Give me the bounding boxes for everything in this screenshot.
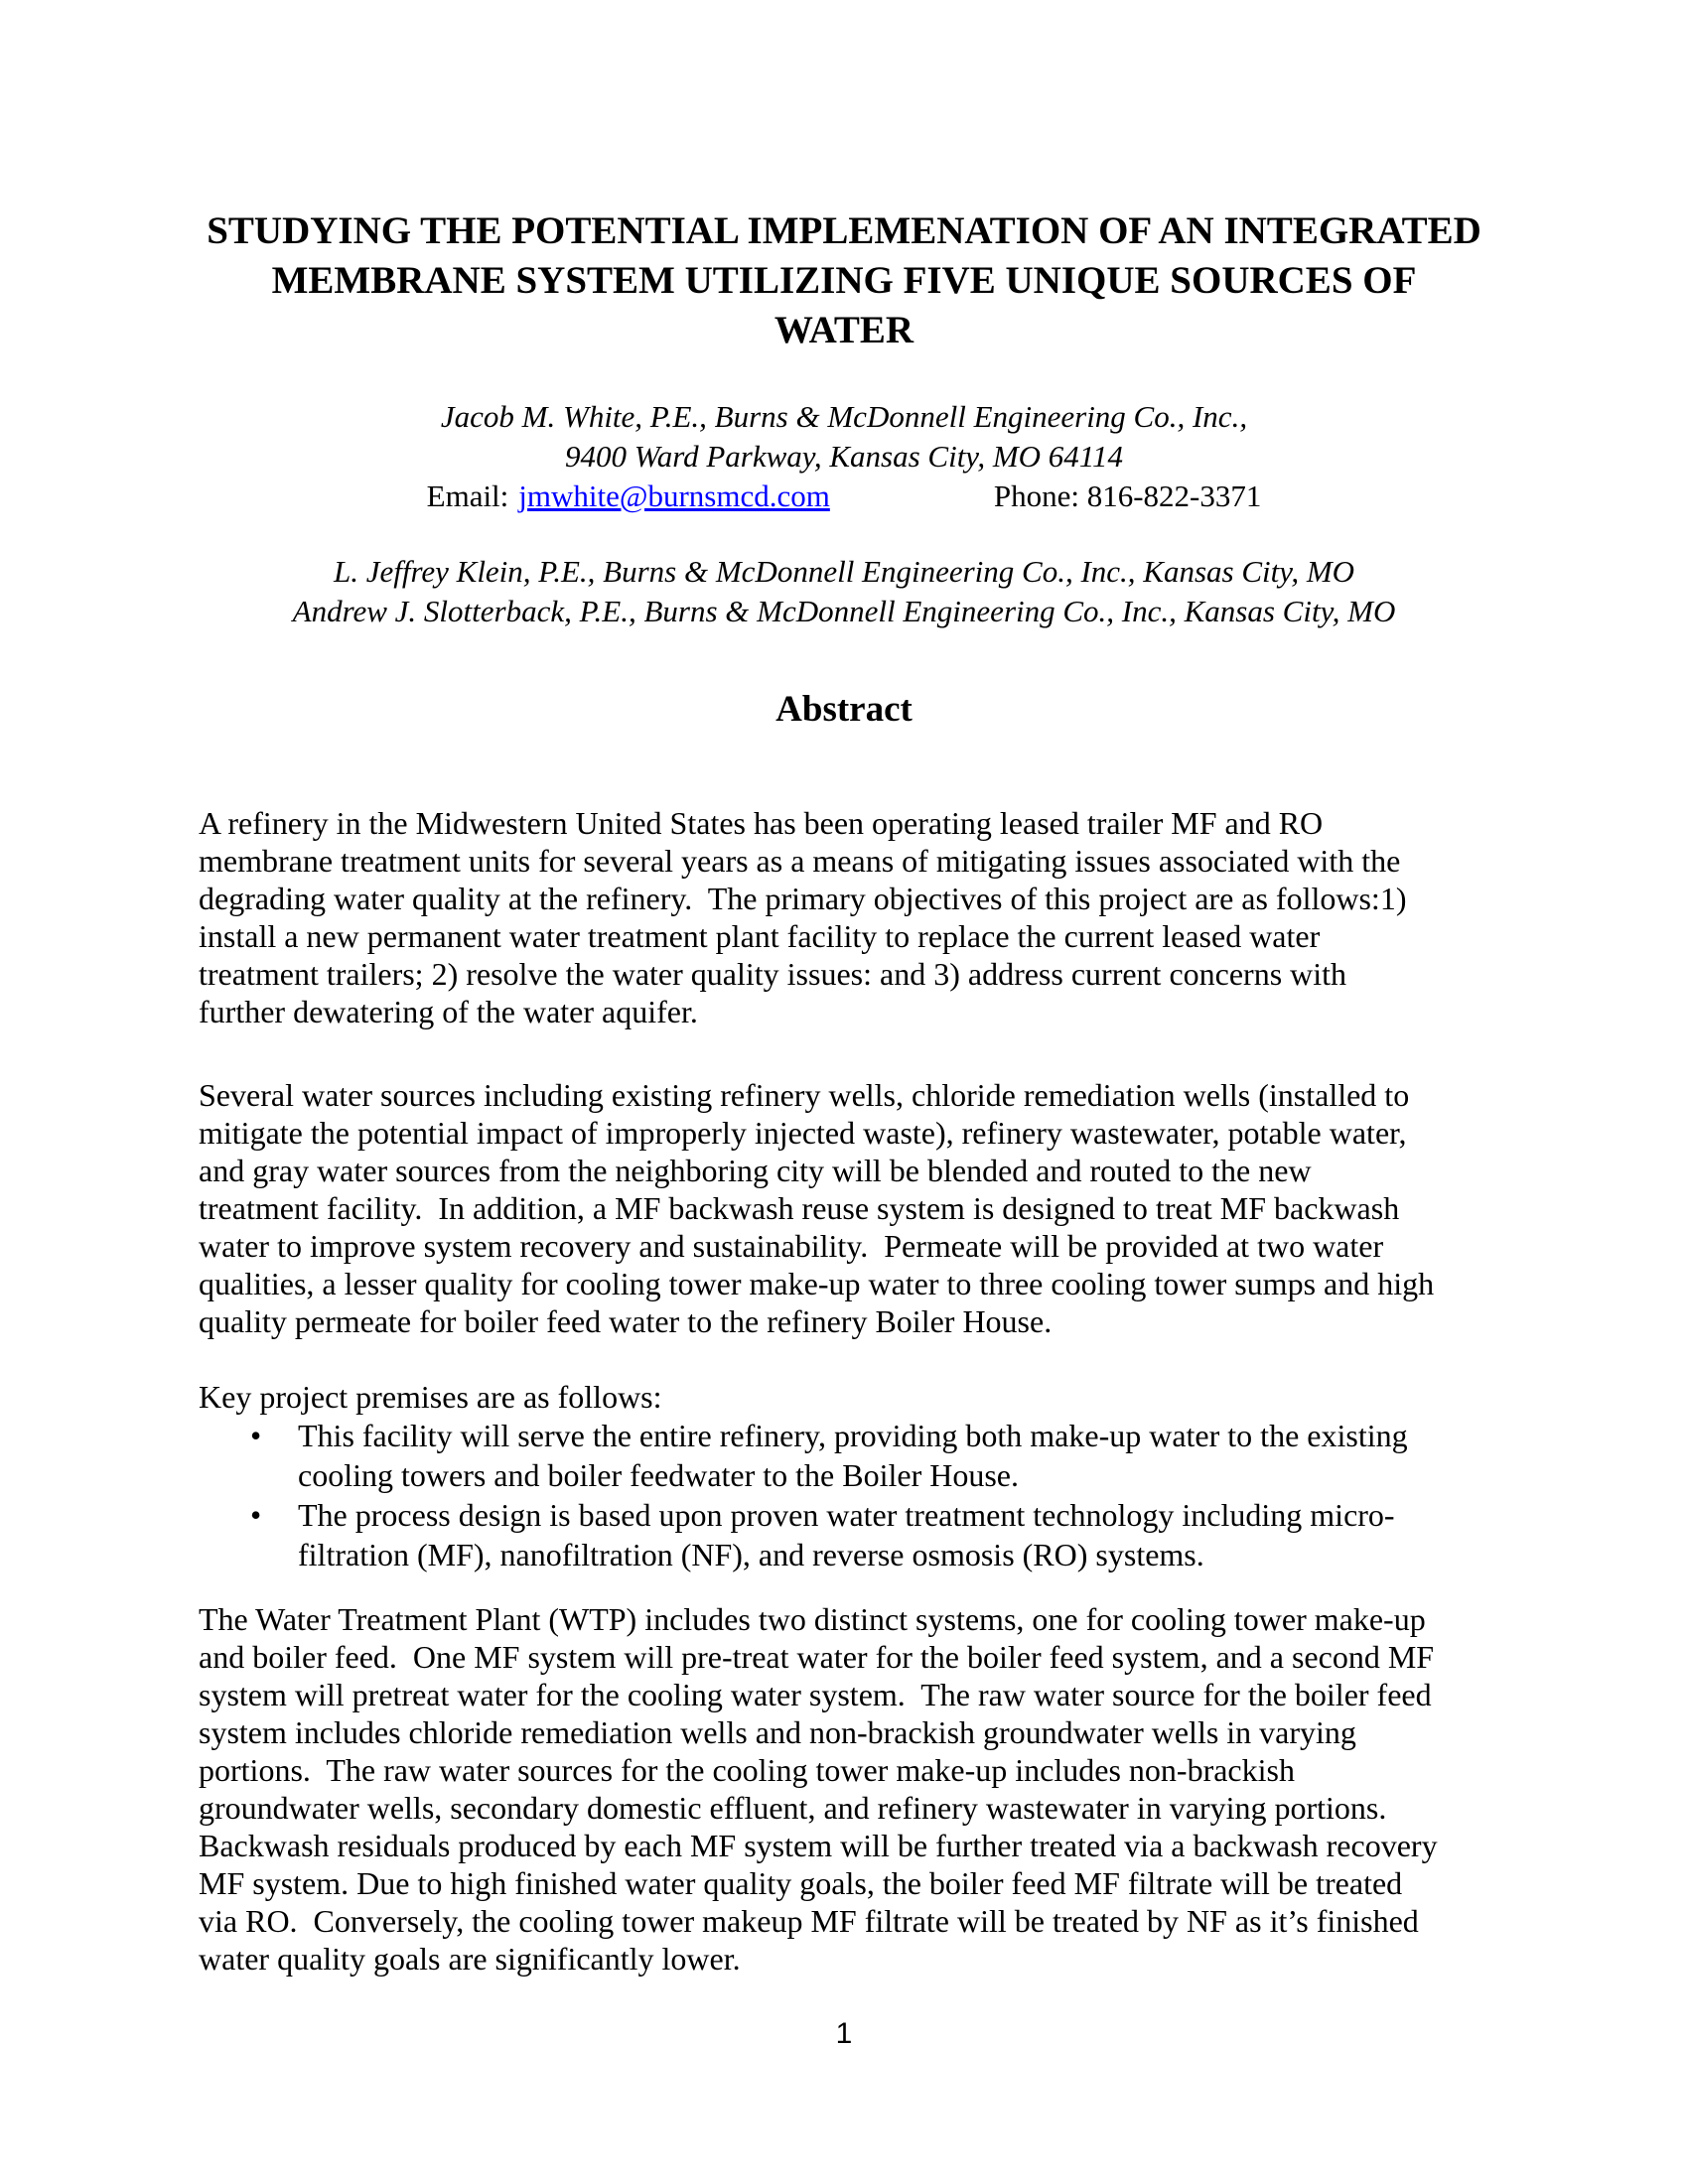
page-number: 1: [835, 2017, 853, 2050]
paper-title: STUDYING THE POTENTIAL IMPLEMENATION OF AN INTEGRATED MEMBRANE SYSTEM UTILIZING FIVE UNIQUE SOURCES OF WATER: [207, 209, 1481, 351]
email-label: Email:: [426, 478, 509, 513]
abstract-paragraph-1: A refinery in the Midwestern United States has been operating leased trailer MF and RO membrane treatment units for several years as a means of mitigating issues associated with the degrading water quality at the refinery. The primary objectives of this project are as follows:1) install a new permanent water treatment plant facility to replace the current leased water treatment trailers; 2) resolve the water quality issues: and 3) address current concerns with further dewatering of the water aquifer.: [199, 805, 1407, 1029]
coauthor-slotterback: Andrew J. Slotterback, P.E., Burns & McDonnell Engineering Co., Inc., Kansas City, MO: [292, 594, 1396, 628]
contact-line: [189, 477, 1499, 516]
coauthor-block: [189, 552, 1499, 631]
bullet-dot-icon: •: [250, 1497, 262, 1533]
email-link[interactable]: jmwhite@burnsmcd.com: [518, 478, 830, 513]
primary-author-name: Jacob M. White, P.E., Burns & McDonnell Engineering Co., Inc.,: [440, 399, 1248, 434]
premise-bullet-1: [250, 1416, 1491, 1495]
key-premises-intro: Key project premises are as follows:: [199, 1379, 662, 1415]
bullet-dot-icon: •: [250, 1418, 262, 1453]
wtp-systems-paragraph: The Water Treatment Plant (WTP) includes two distinct systems, one for cooling tower make-up and boiler feed. One MF system will pre-treat water for the boiler feed system, and a second MF system will pretreat water for the cooling water system. The raw water source for the boiler feed system includes chloride remediation wells and non-brackish groundwater wells in varying portions. The raw water sources for the cooling tower make-up includes non-brackish groundwater wells, secondary domestic effluent, and refinery wastewater in varying portions. Backwash residuals produced by each MF system will be further treated via a backwash recovery MF system. Due to high finished water quality goals, the boiler feed MF filtrate will be treated via RO. Conversely, the cooling tower makeup MF filtrate will be treated by NF as it’s finished water quality goals are significantly lower.: [199, 1601, 1438, 1977]
premise-bullet-1-text: This facility will serve the entire refinery, providing both make-up water to the existing cooling towers and boiler feedwater to the Boiler House.: [298, 1418, 1408, 1493]
primary-author-block: [189, 397, 1499, 516]
premise-bullet-2-text: The process design is based upon proven water treatment technology including micro- filtration (MF), nanofiltration (NF), and reverse osmosis (RO) systems.: [298, 1497, 1395, 1572]
phone-number: Phone: 816-822-3371: [993, 478, 1262, 513]
premise-bullet-2: [250, 1495, 1491, 1574]
primary-author-address: 9400 Ward Parkway, Kansas City, MO 64114: [564, 439, 1124, 474]
abstract-heading: Abstract: [775, 689, 913, 730]
abstract-paragraph-2: Several water sources including existing refinery wells, chloride remediation wells (installed to mitigate the potential impact of improperly injected waste), refinery wastewater, potable water, and gray water sources from the neighboring city will be blended and routed to the new treatment facility. In addition, a MF backwash reuse system is designed to treat MF backwash water to improve system recovery and sustainability. Permeate will be provided at two water qualities, a lesser quality for cooling tower make-up water to three cooling tower sumps and high quality permeate for boiler feed water to the refinery Boiler House.: [199, 1077, 1435, 1339]
premises-bullet-list: [0, 1416, 1688, 1574]
coauthor-klein: L. Jeffrey Klein, P.E., Burns & McDonnell Engineering Co., Inc., Kansas City, MO: [333, 554, 1355, 589]
